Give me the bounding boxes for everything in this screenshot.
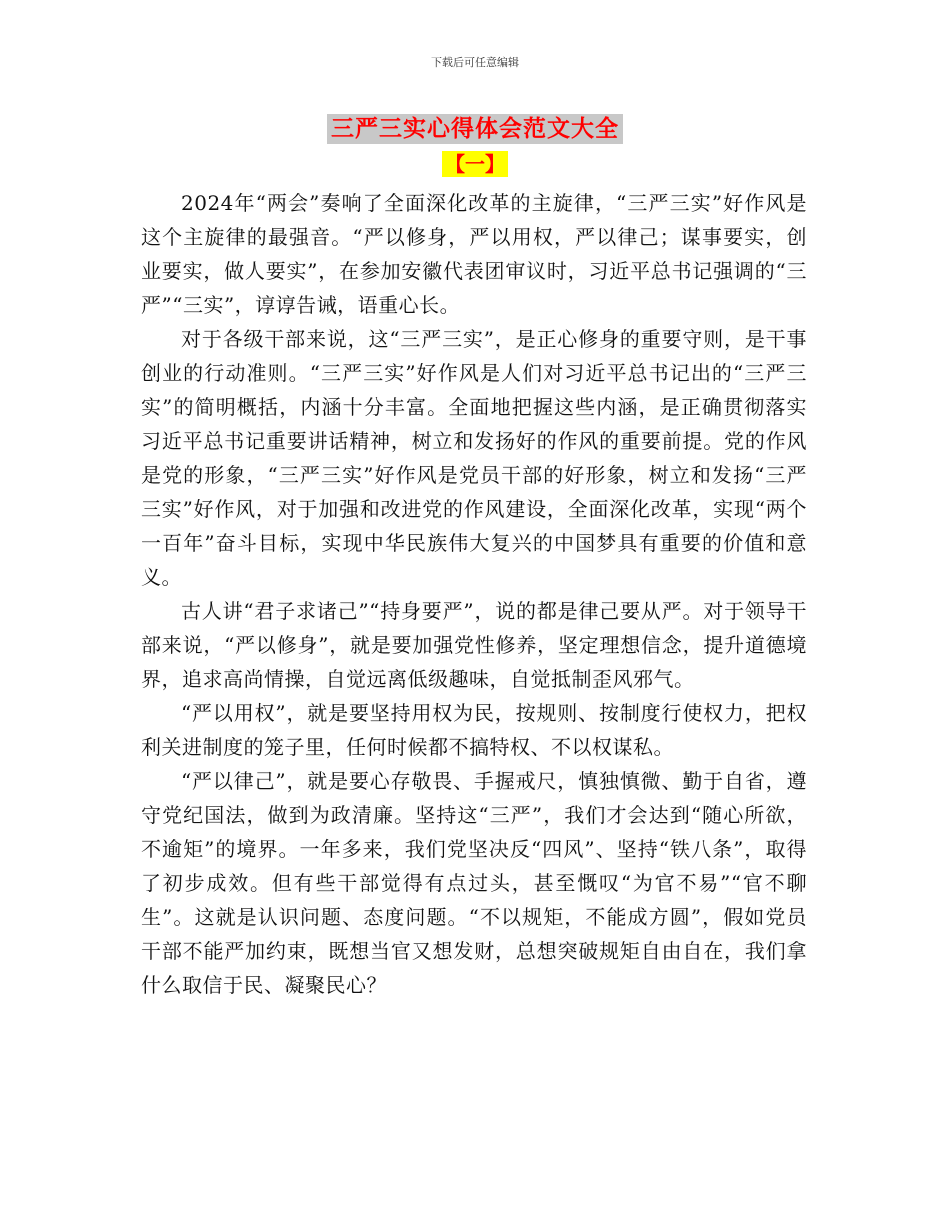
paragraph: “严以律己”，就是要心存敬畏、手握戒尺，慎独慎微、勤于自省，遵守党纪国法，做到为政清廉。坚持这“三严”，我们才会达到“随心所欲，不逾矩”的境界。一年多来，我们党坚决反“四风”、坚持“铁八条”，取得了初步成效。但有些干部觉得有点过头，甚至慨叹“为官不易”“官不聊生”。这就是认识问题、态度问题。“不以规矩，不能成方圆”，假如党员干部不能严加约束，既想当官又想发财，总想突破规矩自由自在，我们拿什么取信于民、凝聚民心？ xyxy=(141,769,807,997)
page-header-note: 下载后可任意编辑 xyxy=(431,56,519,69)
paragraph: 对于各级干部来说，这“三严三实”，是正心修身的重要守则，是干事创业的行动准则。“三严三实”好作风是人们对习近平总书记出的“三严三实”的简明概括，内涵十分丰富。全面地把握这些内涵，是正确贯彻落实习近平总书记重要讲话精神，树立和发扬好的作风的重要前提。党的作风是党的形象，“三严三实”好作风是党员干部的好形象，树立和发扬“三严三实”好作风，对于加强和改进党的作风建设，全面深化改革，实现“两个一百年”奋斗目标，实现中华民族伟大复兴的中国梦具有重要的价值和意义。 xyxy=(141,327,807,589)
document-body xyxy=(141,186,807,1002)
section-marker: 【一】 xyxy=(442,151,508,177)
section-marker-container xyxy=(0,151,950,177)
title-container xyxy=(0,114,950,144)
document-title: 三严三实心得体会范文大全 xyxy=(327,114,623,144)
paragraph: 古人讲“君子求诸己”“持身要严”，说的都是律己要从严。对于领导干部来说，“严以修身”，就是要加强党性修养，坚定理想信念，提升道德境界，追求高尚情操，自觉远离低级趣味，自觉抵制歪风邪气。 xyxy=(141,599,807,691)
paragraph: 2024年“两会”奏响了全面深化改革的主旋律，“三严三实”好作风是这个主旋律的最强音。“严以修身，严以用权，严以律己；谋事要实，创业要实，做人要实”，在参加安徽代表团审议时，习近平总书记强调的“三严”“三实”，谆谆告诫，语重心长。 xyxy=(141,191,807,317)
paragraph: “严以用权”，就是要坚持用权为民，按规则、按制度行使权力，把权利关进制度的笼子里，任何时候都不搞特权、不以权谋私。 xyxy=(141,701,807,759)
